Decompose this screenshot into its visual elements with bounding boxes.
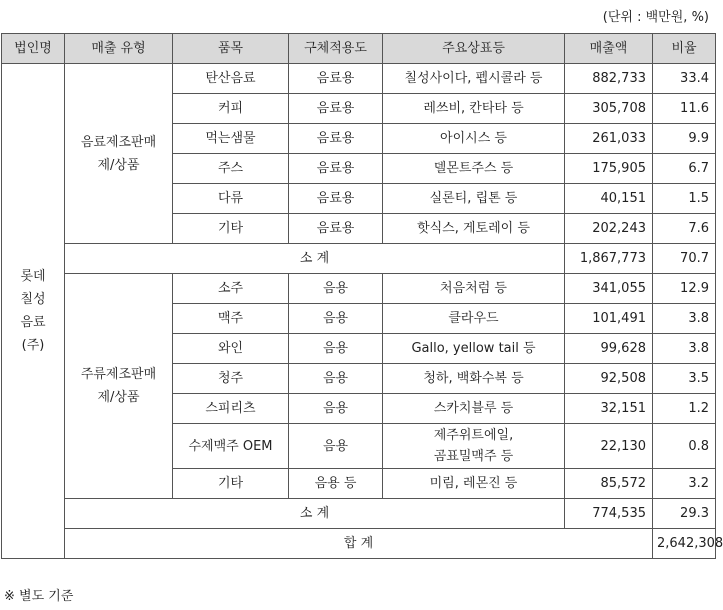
header-sales: 매출액 (565, 34, 653, 64)
ratio-cell: 3.2 (653, 469, 716, 499)
liquor-subtotal-ratio: 29.3 (653, 499, 716, 529)
sales-cell: 261,033 (565, 124, 653, 154)
ratio-cell: 6.7 (653, 154, 716, 184)
sales-cell: 305,708 (565, 94, 653, 124)
footnote: ※ 별도 기준 (4, 589, 74, 604)
use-cell: 음용 (289, 334, 383, 364)
beverage-subtotal-sales: 1,867,773 (565, 244, 653, 274)
ratio-cell: 7.6 (653, 214, 716, 244)
total-row (2, 529, 716, 559)
item-cell: 수제맥주 OEM (173, 424, 289, 469)
brand-cell: 클라우드 (383, 304, 565, 334)
sales-cell: 85,572 (565, 469, 653, 499)
beverage-subtotal-ratio: 70.7 (653, 244, 716, 274)
use-cell: 음료용 (289, 154, 383, 184)
item-cell: 기타 (173, 469, 289, 499)
brand-cell: 레쓰비, 칸타타 등 (383, 94, 565, 124)
ratio-cell: 1.2 (653, 394, 716, 424)
sales-table (1, 33, 723, 559)
company-name: 롯데 칠성 음료 (주) (2, 64, 65, 559)
header-item: 품목 (173, 34, 289, 64)
item-cell: 주스 (173, 154, 289, 184)
brand-cell: Gallo, yellow tail 등 (383, 334, 565, 364)
use-cell: 음용 (289, 394, 383, 424)
ratio-cell: 11.6 (653, 94, 716, 124)
use-cell: 음용 (289, 274, 383, 304)
item-cell: 먹는샘물 (173, 124, 289, 154)
header-use: 구체적용도 (289, 34, 383, 64)
item-cell: 다류 (173, 184, 289, 214)
brand-cell: 제주위트에일, 곰표밀맥주 등 (383, 424, 565, 469)
sales-cell: 101,491 (565, 304, 653, 334)
liquor-subtotal-row (2, 499, 716, 529)
brand-cell: 청하, 백화수복 등 (383, 364, 565, 394)
item-cell: 기타 (173, 214, 289, 244)
sales-cell: 92,508 (565, 364, 653, 394)
item-cell: 와인 (173, 334, 289, 364)
sales-cell: 40,151 (565, 184, 653, 214)
item-cell: 탄산음료 (173, 64, 289, 94)
use-cell: 음료용 (289, 214, 383, 244)
header-sales-type: 매출 유형 (65, 34, 173, 64)
item-cell: 청주 (173, 364, 289, 394)
ratio-cell: 33.4 (653, 64, 716, 94)
table-row (2, 274, 716, 304)
use-cell: 음료용 (289, 94, 383, 124)
use-cell: 음용 (289, 364, 383, 394)
beverage-type: 음료제조판매 제/상품 (65, 64, 173, 244)
header-ratio: 비율 (653, 34, 716, 64)
sales-cell: 32,151 (565, 394, 653, 424)
use-cell: 음료용 (289, 124, 383, 154)
brand-cell: 스카치블루 등 (383, 394, 565, 424)
ratio-cell: 1.5 (653, 184, 716, 214)
use-cell: 음용 (289, 304, 383, 334)
item-cell: 맥주 (173, 304, 289, 334)
unit-note: (단위 : 백만원, %) (602, 10, 709, 25)
use-cell: 음료용 (289, 184, 383, 214)
table-row (2, 64, 716, 94)
ratio-cell: 9.9 (653, 124, 716, 154)
brand-cell: 델몬트주스 등 (383, 154, 565, 184)
sales-cell: 882,733 (565, 64, 653, 94)
ratio-cell: 0.8 (653, 424, 716, 469)
total-sales: 2,642,308 (653, 529, 716, 559)
use-cell: 음용 (289, 424, 383, 469)
header-brand: 주요상표등 (383, 34, 565, 64)
brand-cell: 핫식스, 게토레이 등 (383, 214, 565, 244)
ratio-cell: 3.8 (653, 304, 716, 334)
item-cell: 스피리츠 (173, 394, 289, 424)
total-label: 합 계 (65, 529, 653, 559)
ratio-cell: 12.9 (653, 274, 716, 304)
beverage-subtotal-row (2, 244, 716, 274)
liquor-subtotal-label: 소 계 (65, 499, 565, 529)
item-cell: 커피 (173, 94, 289, 124)
liquor-type: 주류제조판매 제/상품 (65, 274, 173, 499)
use-cell: 음용 등 (289, 469, 383, 499)
header-company: 법인명 (2, 34, 65, 64)
beverage-subtotal-label: 소 계 (65, 244, 565, 274)
sales-cell: 341,055 (565, 274, 653, 304)
sales-cell: 99,628 (565, 334, 653, 364)
sales-cell: 22,130 (565, 424, 653, 469)
liquor-subtotal-sales: 774,535 (565, 499, 653, 529)
brand-cell: 처음처럼 등 (383, 274, 565, 304)
brand-cell: 칠성사이다, 펩시콜라 등 (383, 64, 565, 94)
ratio-cell: 3.5 (653, 364, 716, 394)
brand-cell: 미림, 레몬진 등 (383, 469, 565, 499)
header-row (2, 34, 716, 64)
sales-cell: 175,905 (565, 154, 653, 184)
brand-cell: 실론티, 립톤 등 (383, 184, 565, 214)
ratio-cell: 3.8 (653, 334, 716, 364)
brand-cell: 아이시스 등 (383, 124, 565, 154)
item-cell: 소주 (173, 274, 289, 304)
use-cell: 음료용 (289, 64, 383, 94)
sales-cell: 202,243 (565, 214, 653, 244)
